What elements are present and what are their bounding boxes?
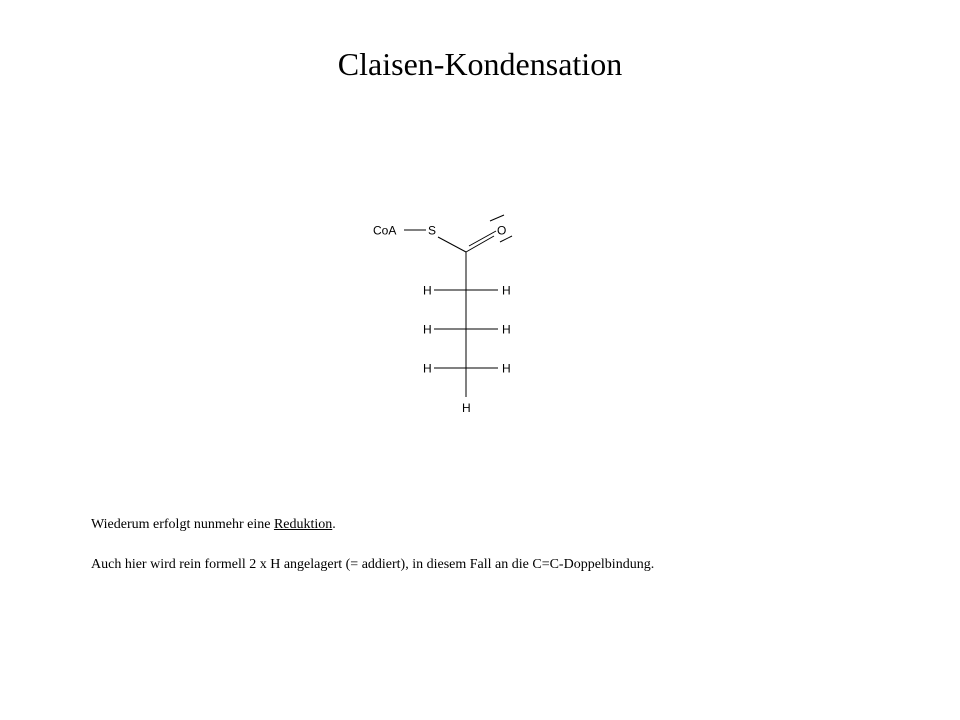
- atom-h-right-3: H: [502, 361, 511, 376]
- atom-h-left-3: H: [423, 361, 432, 376]
- bond-c-o-1: [466, 236, 494, 252]
- bond-c-o-2: [469, 231, 496, 246]
- reduktion-link[interactable]: Reduktion: [273, 517, 333, 532]
- paragraph-reduction-end: .: [332, 517, 336, 532]
- atom-h-left-1: H: [423, 283, 432, 298]
- atom-h-left-2: H: [423, 322, 432, 337]
- atom-h-right-2: H: [502, 322, 511, 337]
- slide-title: Claisen-Kondensation: [337, 46, 623, 82]
- lone-pair-top: [490, 215, 504, 221]
- atom-o: O: [497, 223, 507, 238]
- paragraph-addition: Auch hier wird rein formell 2 x H angelagert (= addiert), in diesem Fall an die C=C-Doppelbindung.: [91, 557, 655, 572]
- atom-h-right-1: H: [502, 283, 511, 298]
- paragraph-reduction-text: Wiederum erfolgt nunmehr eine: [91, 517, 274, 532]
- atom-coa: CoA: [373, 223, 397, 238]
- atom-h-bottom: H: [462, 401, 471, 415]
- paragraph-reduction: [91, 516, 336, 534]
- bond-s-carbonyl: [438, 237, 466, 252]
- atom-s: S: [428, 223, 437, 238]
